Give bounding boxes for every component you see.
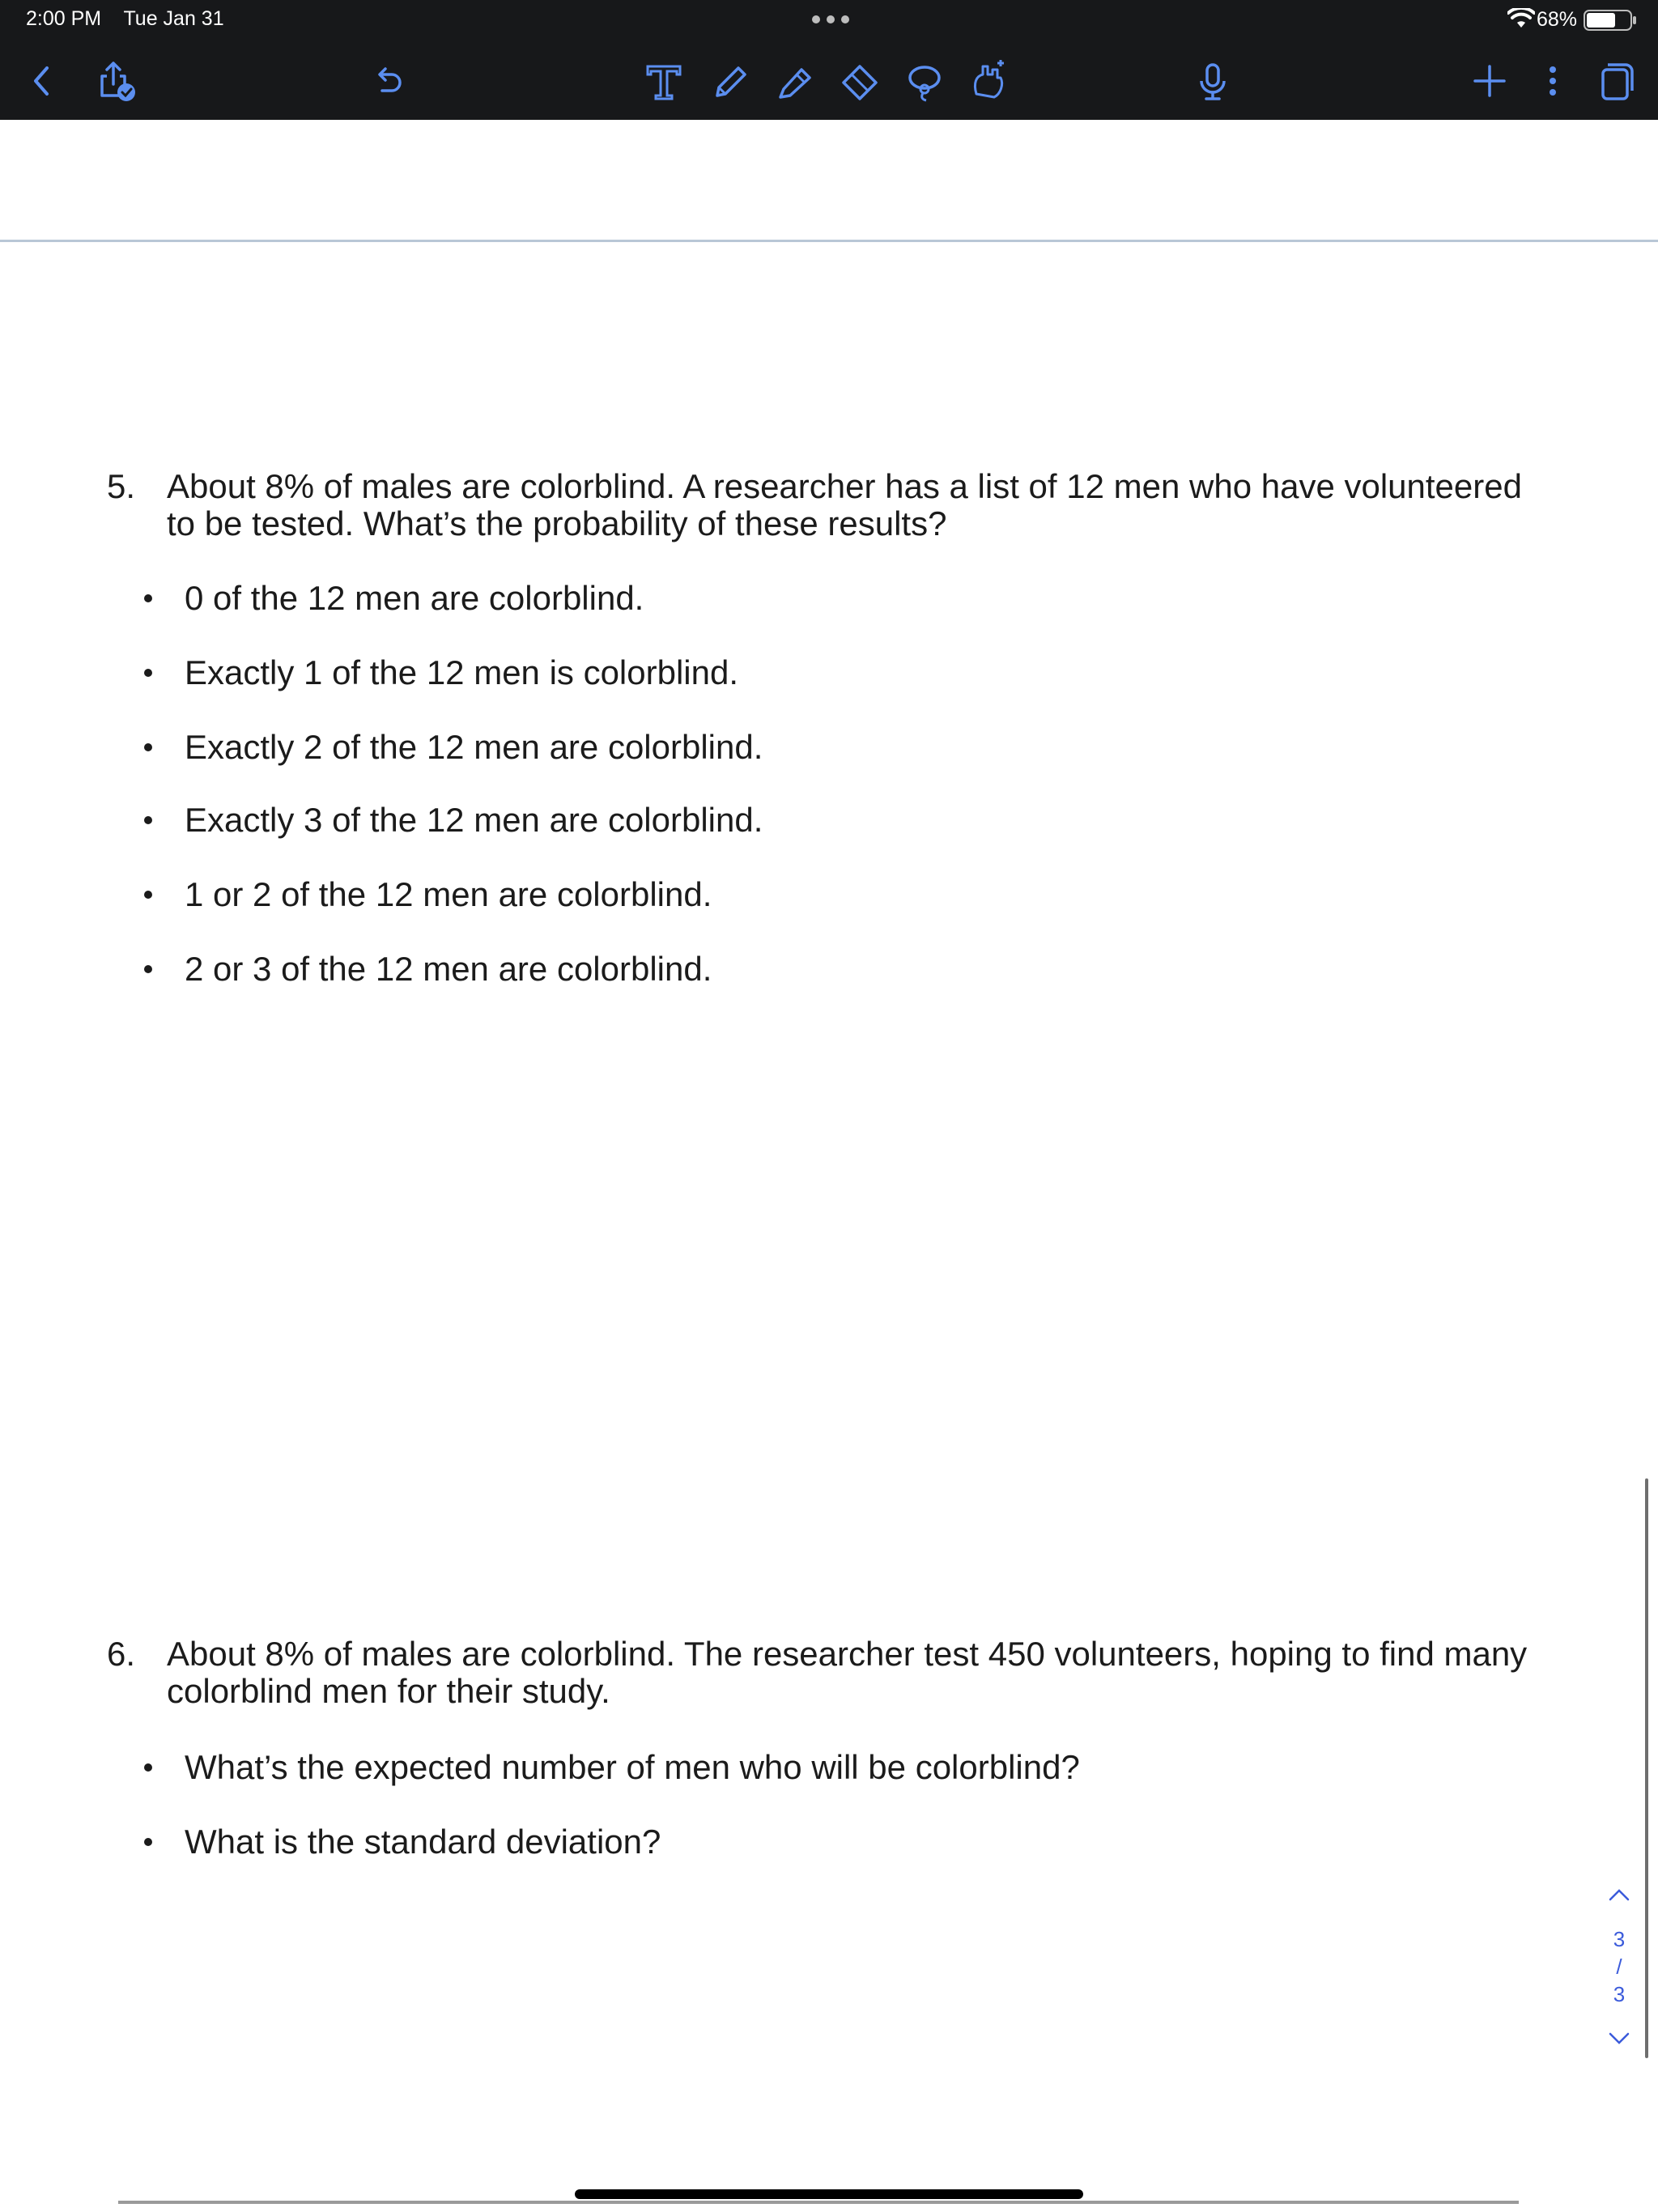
toolbar (0, 39, 1658, 120)
share-button[interactable] (92, 58, 138, 104)
question-text-line: to be tested. What’s the probability of these results? (167, 504, 947, 542)
question-text-line: About 8% of males are colorblind. The researcher test 450 volunteers, hoping to find many (167, 1635, 1528, 1673)
bullet-dot (144, 1763, 152, 1772)
more-button[interactable] (1530, 58, 1575, 104)
text-tool-button[interactable] (641, 58, 687, 104)
battery-percent: 68% (1536, 8, 1577, 31)
list-item-text: Exactly 3 of the 12 men are colorblind. (185, 801, 763, 839)
status-time (26, 7, 224, 31)
lasso-tool-button[interactable] (900, 58, 946, 104)
share-icon (92, 58, 138, 104)
pages-icon (1592, 58, 1637, 104)
pages-button[interactable] (1592, 58, 1637, 104)
list-item-text: 1 or 2 of the 12 men are colorblind. (185, 875, 712, 913)
page-navigator (1603, 1887, 1635, 2047)
list-item-text: Exactly 1 of the 12 men is colorblind. (185, 653, 739, 691)
current-page-number: 3 (1613, 1927, 1626, 1951)
text-tool-icon (641, 58, 687, 104)
bullet-dot (144, 594, 152, 602)
list-item-text: 0 of the 12 men are colorblind. (185, 579, 644, 617)
list-item-text: Exactly 2 of the 12 men are colorblind. (185, 728, 763, 766)
bullet-dot (144, 669, 152, 677)
home-indicator[interactable] (575, 2189, 1083, 2199)
question-number: 5. (107, 467, 136, 505)
highlighter-icon (772, 58, 818, 104)
microphone-icon (1190, 58, 1235, 104)
eraser-tool-button[interactable] (837, 58, 882, 104)
microphone-button[interactable] (1190, 58, 1235, 104)
highlighter-tool-button[interactable] (772, 58, 818, 104)
page-down-icon[interactable] (1607, 2031, 1631, 2047)
previous-page-bottom (0, 120, 1658, 240)
back-button[interactable] (19, 58, 65, 104)
add-button[interactable] (1467, 58, 1512, 104)
add-icon (1467, 58, 1512, 104)
date-text: Tue Jan 31 (123, 7, 224, 30)
shapes-tool-button[interactable] (965, 58, 1010, 104)
list-item-text: 2 or 3 of the 12 men are colorblind. (185, 950, 712, 988)
back-icon (19, 58, 65, 104)
bullet-dot (144, 1838, 152, 1846)
status-bar (0, 0, 1658, 39)
page-up-icon[interactable] (1607, 1887, 1631, 1903)
bullet-dot (144, 891, 152, 899)
lasso-icon (900, 58, 946, 104)
vertical-scrollbar[interactable] (1645, 1478, 1648, 2058)
more-icon (1530, 58, 1575, 104)
battery-icon (1584, 10, 1639, 31)
horizontal-scrollbar[interactable] (118, 2201, 1519, 2204)
list-item-text: What’s the expected number of men who will be colorblind? (185, 1748, 1080, 1786)
question-text (167, 1636, 1658, 1710)
undo-button[interactable] (366, 58, 411, 104)
total-pages-number: 3 (1613, 1982, 1626, 2006)
status-right-group (1460, 6, 1639, 31)
pen-tool-button[interactable] (708, 58, 753, 104)
bullet-dot (144, 816, 152, 824)
wifi-icon (1507, 8, 1535, 29)
shapes-hand-icon (965, 58, 1010, 104)
undo-icon (366, 58, 411, 104)
time-text: 2:00 PM (26, 7, 102, 30)
pen-icon (708, 58, 753, 104)
page-divider (0, 240, 1658, 242)
question-text (167, 468, 1658, 542)
question-text-line: About 8% of males are colorblind. A researcher has a list of 12 men who have volunteered (167, 467, 1522, 505)
eraser-icon (837, 58, 882, 104)
page-separator: / (1616, 1955, 1622, 1979)
bullet-dot (144, 965, 152, 973)
question-text-line: colorblind men for their study. (167, 1672, 610, 1710)
bullet-dot (144, 743, 152, 751)
question-number: 6. (107, 1635, 136, 1673)
list-item-text: What is the standard deviation? (185, 1823, 661, 1861)
multitasking-dots-icon[interactable] (808, 8, 853, 31)
